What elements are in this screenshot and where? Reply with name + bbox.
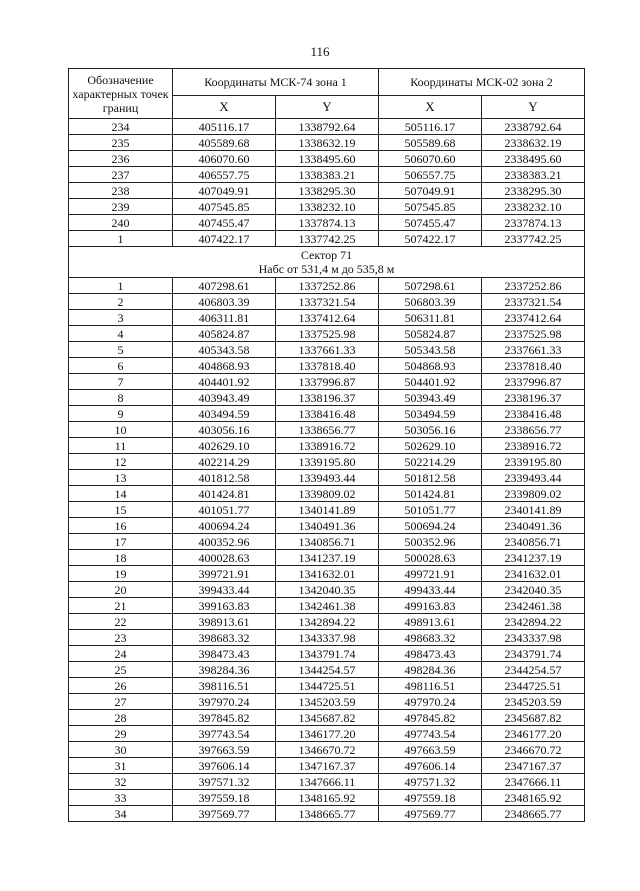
msk74-y-cell: 1337661.33 — [276, 342, 379, 358]
msk02-x-cell: 497569.77 — [379, 806, 482, 822]
header-msk02-y: Y — [482, 96, 585, 119]
table-row — [69, 758, 585, 774]
msk74-y-cell: 1346670.72 — [276, 742, 379, 758]
point-cell: 32 — [69, 774, 173, 790]
point-cell: 31 — [69, 758, 173, 774]
point-cell: 30 — [69, 742, 173, 758]
table-row — [69, 646, 585, 662]
msk74-y-cell: 1337742.25 — [276, 231, 379, 247]
msk74-y-cell: 1348165.92 — [276, 790, 379, 806]
table-row — [69, 566, 585, 582]
msk02-y-cell: 2348665.77 — [482, 806, 585, 822]
msk02-x-cell: 497663.59 — [379, 742, 482, 758]
table-row — [69, 550, 585, 566]
msk02-x-cell: 504868.93 — [379, 358, 482, 374]
msk74-y-cell: 1338792.64 — [276, 119, 379, 135]
point-cell: 3 — [69, 310, 173, 326]
msk74-x-cell: 397970.24 — [173, 694, 276, 710]
point-cell: 28 — [69, 710, 173, 726]
table-row — [69, 454, 585, 470]
msk74-x-cell: 397845.82 — [173, 710, 276, 726]
msk74-x-cell: 407545.85 — [173, 199, 276, 215]
msk74-x-cell: 397571.32 — [173, 774, 276, 790]
msk02-x-cell: 505116.17 — [379, 119, 482, 135]
msk74-x-cell: 398913.61 — [173, 614, 276, 630]
point-cell: 20 — [69, 582, 173, 598]
msk74-x-cell: 400352.96 — [173, 534, 276, 550]
msk02-x-cell: 502629.10 — [379, 438, 482, 454]
msk74-y-cell: 1339195.80 — [276, 454, 379, 470]
msk02-x-cell: 499721.91 — [379, 566, 482, 582]
point-cell: 8 — [69, 390, 173, 406]
header-msk02: Координаты МСК-02 зона 2 — [379, 69, 585, 96]
point-cell: 240 — [69, 215, 173, 231]
table-row — [69, 135, 585, 151]
point-cell: 15 — [69, 502, 173, 518]
msk02-x-cell: 498116.51 — [379, 678, 482, 694]
msk74-y-cell: 1337252.86 — [276, 278, 379, 294]
point-cell: 1 — [69, 278, 173, 294]
point-cell: 21 — [69, 598, 173, 614]
point-cell: 7 — [69, 374, 173, 390]
msk74-x-cell: 401051.77 — [173, 502, 276, 518]
msk74-y-cell: 1337818.40 — [276, 358, 379, 374]
msk02-x-cell: 507298.61 — [379, 278, 482, 294]
msk02-x-cell: 503943.49 — [379, 390, 482, 406]
msk02-y-cell: 2342461.38 — [482, 598, 585, 614]
msk74-y-cell: 1338495.60 — [276, 151, 379, 167]
point-cell: 237 — [69, 167, 173, 183]
msk74-y-cell: 1341237.19 — [276, 550, 379, 566]
point-cell: 11 — [69, 438, 173, 454]
msk74-y-cell: 1344725.51 — [276, 678, 379, 694]
page-number: 116 — [310, 44, 330, 59]
table-row — [69, 502, 585, 518]
coordinates-table — [68, 68, 585, 822]
msk02-y-cell: 2338495.60 — [482, 151, 585, 167]
msk74-x-cell: 401812.58 — [173, 470, 276, 486]
msk74-y-cell: 1340856.71 — [276, 534, 379, 550]
sector-heading-row — [69, 247, 585, 278]
msk74-x-cell: 399721.91 — [173, 566, 276, 582]
table-row — [69, 374, 585, 390]
msk74-y-cell: 1347167.37 — [276, 758, 379, 774]
msk74-y-cell: 1338416.48 — [276, 406, 379, 422]
point-cell: 234 — [69, 119, 173, 135]
msk02-x-cell: 506803.39 — [379, 294, 482, 310]
table-row — [69, 662, 585, 678]
table-row — [69, 342, 585, 358]
msk02-y-cell: 2346177.20 — [482, 726, 585, 742]
msk74-x-cell: 398683.32 — [173, 630, 276, 646]
msk74-x-cell: 405116.17 — [173, 119, 276, 135]
msk74-x-cell: 398284.36 — [173, 662, 276, 678]
header-msk02-x: X — [379, 96, 482, 119]
table-row — [69, 742, 585, 758]
msk02-x-cell: 499433.44 — [379, 582, 482, 598]
table-row — [69, 215, 585, 231]
table-row — [69, 806, 585, 822]
msk74-y-cell: 1338632.19 — [276, 135, 379, 151]
table-row — [69, 710, 585, 726]
msk74-y-cell: 1338232.10 — [276, 199, 379, 215]
table-body-sector — [69, 278, 585, 822]
msk02-y-cell: 2343337.98 — [482, 630, 585, 646]
msk74-x-cell: 405343.58 — [173, 342, 276, 358]
msk02-y-cell: 2342894.22 — [482, 614, 585, 630]
table-row — [69, 694, 585, 710]
msk74-x-cell: 405824.87 — [173, 326, 276, 342]
msk02-y-cell: 2337661.33 — [482, 342, 585, 358]
msk02-y-cell: 2344254.57 — [482, 662, 585, 678]
msk74-x-cell: 404401.92 — [173, 374, 276, 390]
msk02-y-cell: 2343791.74 — [482, 646, 585, 662]
msk74-y-cell: 1345203.59 — [276, 694, 379, 710]
point-cell: 238 — [69, 183, 173, 199]
point-cell: 1 — [69, 231, 173, 247]
msk74-y-cell: 1337412.64 — [276, 310, 379, 326]
msk02-x-cell: 497743.54 — [379, 726, 482, 742]
table-row — [69, 726, 585, 742]
msk74-y-cell: 1344254.57 — [276, 662, 379, 678]
table-row — [69, 534, 585, 550]
point-cell: 26 — [69, 678, 173, 694]
msk74-x-cell: 403943.49 — [173, 390, 276, 406]
msk02-y-cell: 2339809.02 — [482, 486, 585, 502]
point-cell: 25 — [69, 662, 173, 678]
msk74-x-cell: 401424.81 — [173, 486, 276, 502]
msk02-y-cell: 2337321.54 — [482, 294, 585, 310]
msk02-y-cell: 2338656.77 — [482, 422, 585, 438]
msk74-x-cell: 407049.91 — [173, 183, 276, 199]
msk02-x-cell: 506311.81 — [379, 310, 482, 326]
point-cell: 236 — [69, 151, 173, 167]
msk74-x-cell: 407298.61 — [173, 278, 276, 294]
point-cell: 235 — [69, 135, 173, 151]
msk74-y-cell: 1342040.35 — [276, 582, 379, 598]
msk74-y-cell: 1337525.98 — [276, 326, 379, 342]
sector-heading-body — [69, 247, 585, 278]
sector-subtitle: Набс от 531,4 м до 535,8 м — [258, 262, 395, 276]
msk74-x-cell: 404868.93 — [173, 358, 276, 374]
msk02-x-cell: 505824.87 — [379, 326, 482, 342]
header-msk74-x: X — [173, 96, 276, 119]
point-cell: 23 — [69, 630, 173, 646]
msk02-y-cell: 2345687.82 — [482, 710, 585, 726]
table-row — [69, 790, 585, 806]
point-cell: 239 — [69, 199, 173, 215]
point-cell: 12 — [69, 454, 173, 470]
msk74-x-cell: 403056.16 — [173, 422, 276, 438]
msk74-y-cell: 1343337.98 — [276, 630, 379, 646]
msk74-x-cell: 399163.83 — [173, 598, 276, 614]
msk02-x-cell: 498683.32 — [379, 630, 482, 646]
msk02-x-cell: 498473.43 — [379, 646, 482, 662]
msk02-y-cell: 2344725.51 — [482, 678, 585, 694]
point-cell: 29 — [69, 726, 173, 742]
msk74-x-cell: 397559.18 — [173, 790, 276, 806]
msk74-x-cell: 406311.81 — [173, 310, 276, 326]
msk02-y-cell: 2339195.80 — [482, 454, 585, 470]
msk74-x-cell: 400028.63 — [173, 550, 276, 566]
msk02-x-cell: 507049.91 — [379, 183, 482, 199]
msk02-x-cell: 507422.17 — [379, 231, 482, 247]
msk02-x-cell: 497970.24 — [379, 694, 482, 710]
msk74-y-cell: 1339809.02 — [276, 486, 379, 502]
msk74-x-cell: 397663.59 — [173, 742, 276, 758]
msk02-x-cell: 499163.83 — [379, 598, 482, 614]
msk02-y-cell: 2337996.87 — [482, 374, 585, 390]
msk74-y-cell: 1342461.38 — [276, 598, 379, 614]
msk02-x-cell: 497571.32 — [379, 774, 482, 790]
point-cell: 13 — [69, 470, 173, 486]
msk74-y-cell: 1339493.44 — [276, 470, 379, 486]
msk74-x-cell: 405589.68 — [173, 135, 276, 151]
msk74-y-cell: 1338916.72 — [276, 438, 379, 454]
point-cell: 9 — [69, 406, 173, 422]
msk02-y-cell: 2338232.10 — [482, 199, 585, 215]
msk02-x-cell: 497606.14 — [379, 758, 482, 774]
msk74-y-cell: 1346177.20 — [276, 726, 379, 742]
table-row — [69, 774, 585, 790]
msk02-x-cell: 501812.58 — [379, 470, 482, 486]
msk02-y-cell: 2338792.64 — [482, 119, 585, 135]
point-cell: 10 — [69, 422, 173, 438]
msk02-x-cell: 500694.24 — [379, 518, 482, 534]
point-cell: 6 — [69, 358, 173, 374]
table-row — [69, 310, 585, 326]
table-row — [69, 678, 585, 694]
msk74-y-cell: 1337874.13 — [276, 215, 379, 231]
msk02-y-cell: 2337742.25 — [482, 231, 585, 247]
msk02-x-cell: 505589.68 — [379, 135, 482, 151]
msk74-y-cell: 1342894.22 — [276, 614, 379, 630]
msk02-y-cell: 2339493.44 — [482, 470, 585, 486]
table-row — [69, 518, 585, 534]
msk02-x-cell: 502214.29 — [379, 454, 482, 470]
msk02-x-cell: 507455.47 — [379, 215, 482, 231]
header-msk74-y: Y — [276, 96, 379, 119]
msk74-y-cell: 1337996.87 — [276, 374, 379, 390]
point-cell: 4 — [69, 326, 173, 342]
msk02-x-cell: 503494.59 — [379, 406, 482, 422]
msk02-y-cell: 2338416.48 — [482, 406, 585, 422]
msk02-x-cell: 505343.58 — [379, 342, 482, 358]
table-row — [69, 438, 585, 454]
msk74-y-cell: 1337321.54 — [276, 294, 379, 310]
point-cell: 19 — [69, 566, 173, 582]
table-row — [69, 422, 585, 438]
msk74-x-cell: 402629.10 — [173, 438, 276, 454]
point-cell: 2 — [69, 294, 173, 310]
table-row — [69, 598, 585, 614]
msk74-y-cell: 1341632.01 — [276, 566, 379, 582]
point-cell: 18 — [69, 550, 173, 566]
msk74-y-cell: 1338295.30 — [276, 183, 379, 199]
msk02-x-cell: 498284.36 — [379, 662, 482, 678]
msk74-x-cell: 398116.51 — [173, 678, 276, 694]
msk02-x-cell: 506557.75 — [379, 167, 482, 183]
msk02-x-cell: 507545.85 — [379, 199, 482, 215]
msk02-y-cell: 2337525.98 — [482, 326, 585, 342]
table-row — [69, 326, 585, 342]
table-row — [69, 614, 585, 630]
msk02-x-cell: 501051.77 — [379, 502, 482, 518]
msk74-y-cell: 1348665.77 — [276, 806, 379, 822]
msk74-y-cell: 1338383.21 — [276, 167, 379, 183]
point-cell: 17 — [69, 534, 173, 550]
msk02-y-cell: 2347167.37 — [482, 758, 585, 774]
table-row — [69, 167, 585, 183]
msk02-y-cell: 2340491.36 — [482, 518, 585, 534]
msk74-x-cell: 399433.44 — [173, 582, 276, 598]
msk02-y-cell: 2347666.11 — [482, 774, 585, 790]
msk02-y-cell: 2337818.40 — [482, 358, 585, 374]
table-row — [69, 199, 585, 215]
msk02-y-cell: 2338916.72 — [482, 438, 585, 454]
msk02-x-cell: 501424.81 — [379, 486, 482, 502]
point-cell: 34 — [69, 806, 173, 822]
point-cell: 27 — [69, 694, 173, 710]
msk02-y-cell: 2337252.86 — [482, 278, 585, 294]
msk74-x-cell: 398473.43 — [173, 646, 276, 662]
table-row — [69, 183, 585, 199]
table-row — [69, 470, 585, 486]
msk02-y-cell: 2346670.72 — [482, 742, 585, 758]
msk74-y-cell: 1345687.82 — [276, 710, 379, 726]
point-cell: 14 — [69, 486, 173, 502]
table-row — [69, 151, 585, 167]
table-row — [69, 582, 585, 598]
sector-heading — [69, 247, 585, 278]
msk02-y-cell: 2340141.89 — [482, 502, 585, 518]
msk74-x-cell: 406803.39 — [173, 294, 276, 310]
msk74-x-cell: 397606.14 — [173, 758, 276, 774]
msk02-x-cell: 504401.92 — [379, 374, 482, 390]
table-body-top — [69, 119, 585, 247]
msk02-y-cell: 2348165.92 — [482, 790, 585, 806]
msk74-x-cell: 407422.17 — [173, 231, 276, 247]
msk74-x-cell: 400694.24 — [173, 518, 276, 534]
table-row — [69, 630, 585, 646]
point-cell: 33 — [69, 790, 173, 806]
msk02-x-cell: 506070.60 — [379, 151, 482, 167]
point-cell: 22 — [69, 614, 173, 630]
table-row — [69, 278, 585, 294]
msk02-y-cell: 2341237.19 — [482, 550, 585, 566]
msk02-x-cell: 500028.63 — [379, 550, 482, 566]
msk74-x-cell: 407455.47 — [173, 215, 276, 231]
msk02-y-cell: 2338632.19 — [482, 135, 585, 151]
msk02-y-cell: 2342040.35 — [482, 582, 585, 598]
msk74-x-cell: 397569.77 — [173, 806, 276, 822]
table-row — [69, 486, 585, 502]
msk02-x-cell: 497845.82 — [379, 710, 482, 726]
header-row-groups — [69, 69, 585, 96]
point-cell: 24 — [69, 646, 173, 662]
msk02-y-cell: 2345203.59 — [482, 694, 585, 710]
msk02-y-cell: 2338295.30 — [482, 183, 585, 199]
msk02-y-cell: 2337874.13 — [482, 215, 585, 231]
msk74-y-cell: 1338656.77 — [276, 422, 379, 438]
msk74-y-cell: 1347666.11 — [276, 774, 379, 790]
point-cell: 5 — [69, 342, 173, 358]
msk74-y-cell: 1340491.36 — [276, 518, 379, 534]
sector-title: Сектор 71 — [300, 248, 353, 262]
table-row — [69, 294, 585, 310]
header-point-designation: Обозначение характерных точек границ — [69, 69, 173, 119]
msk02-x-cell: 503056.16 — [379, 422, 482, 438]
msk02-y-cell: 2341632.01 — [482, 566, 585, 582]
msk74-y-cell: 1343791.74 — [276, 646, 379, 662]
msk74-y-cell: 1340141.89 — [276, 502, 379, 518]
msk74-x-cell: 397743.54 — [173, 726, 276, 742]
msk74-x-cell: 406557.75 — [173, 167, 276, 183]
header-msk74: Координаты МСК-74 зона 1 — [173, 69, 379, 96]
msk02-x-cell: 497559.18 — [379, 790, 482, 806]
msk74-x-cell: 403494.59 — [173, 406, 276, 422]
msk02-y-cell: 2340856.71 — [482, 534, 585, 550]
table-row — [69, 358, 585, 374]
msk74-x-cell: 402214.29 — [173, 454, 276, 470]
msk02-y-cell: 2338383.21 — [482, 167, 585, 183]
table-row — [69, 119, 585, 135]
msk02-y-cell: 2338196.37 — [482, 390, 585, 406]
point-cell: 16 — [69, 518, 173, 534]
msk02-y-cell: 2337412.64 — [482, 310, 585, 326]
table-row — [69, 231, 585, 247]
table-row — [69, 406, 585, 422]
table-row — [69, 390, 585, 406]
msk74-y-cell: 1338196.37 — [276, 390, 379, 406]
msk74-x-cell: 406070.60 — [173, 151, 276, 167]
msk02-x-cell: 498913.61 — [379, 614, 482, 630]
msk02-x-cell: 500352.96 — [379, 534, 482, 550]
